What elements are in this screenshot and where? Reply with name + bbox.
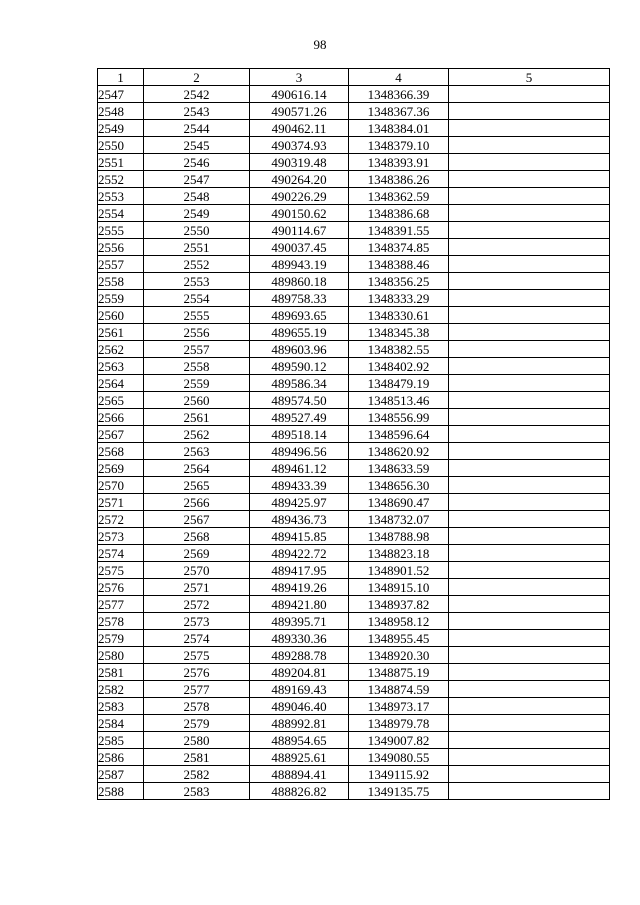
table-row — [98, 358, 610, 375]
cell-point-number: 2582 — [98, 681, 144, 698]
cell-y-coordinate: 1348656.30 — [349, 477, 449, 494]
cell-y-coordinate: 1348374.85 — [349, 239, 449, 256]
cell-y-coordinate: 1348875.19 — [349, 664, 449, 681]
cell-note — [449, 511, 610, 528]
cell-vertex-number: 2548 — [144, 188, 250, 205]
cell-x-coordinate: 489288.78 — [250, 647, 349, 664]
cell-y-coordinate: 1348874.59 — [349, 681, 449, 698]
table-row — [98, 460, 610, 477]
cell-note — [449, 222, 610, 239]
cell-note — [449, 256, 610, 273]
table-row — [98, 392, 610, 409]
cell-x-coordinate: 489425.97 — [250, 494, 349, 511]
cell-x-coordinate: 489046.40 — [250, 698, 349, 715]
column-header-4: 4 — [349, 69, 449, 86]
cell-y-coordinate: 1348379.10 — [349, 137, 449, 154]
cell-point-number: 2563 — [98, 358, 144, 375]
cell-point-number: 2557 — [98, 256, 144, 273]
table-row — [98, 171, 610, 188]
cell-point-number: 2570 — [98, 477, 144, 494]
cell-x-coordinate: 490319.48 — [250, 154, 349, 171]
cell-y-coordinate: 1348973.17 — [349, 698, 449, 715]
cell-note — [449, 477, 610, 494]
cell-vertex-number: 2557 — [144, 341, 250, 358]
table-row — [98, 103, 610, 120]
cell-note — [449, 460, 610, 477]
cell-y-coordinate: 1348345.38 — [349, 324, 449, 341]
cell-vertex-number: 2549 — [144, 205, 250, 222]
cell-note — [449, 528, 610, 545]
cell-vertex-number: 2562 — [144, 426, 250, 443]
cell-x-coordinate: 489330.36 — [250, 630, 349, 647]
cell-point-number: 2567 — [98, 426, 144, 443]
cell-y-coordinate: 1348386.68 — [349, 205, 449, 222]
cell-y-coordinate: 1348788.98 — [349, 528, 449, 545]
cell-note — [449, 681, 610, 698]
table-row — [98, 749, 610, 766]
cell-note — [449, 579, 610, 596]
table-row — [98, 290, 610, 307]
cell-note — [449, 647, 610, 664]
table-row — [98, 647, 610, 664]
cell-point-number: 2569 — [98, 460, 144, 477]
cell-note — [449, 613, 610, 630]
cell-vertex-number: 2568 — [144, 528, 250, 545]
table-row — [98, 579, 610, 596]
cell-y-coordinate: 1349115.92 — [349, 766, 449, 783]
cell-vertex-number: 2566 — [144, 494, 250, 511]
cell-note — [449, 783, 610, 800]
cell-y-coordinate: 1348333.29 — [349, 290, 449, 307]
cell-point-number: 2574 — [98, 545, 144, 562]
table-row — [98, 341, 610, 358]
table-row — [98, 324, 610, 341]
cell-x-coordinate: 489860.18 — [250, 273, 349, 290]
table-row — [98, 307, 610, 324]
table-row — [98, 273, 610, 290]
table-row — [98, 222, 610, 239]
cell-vertex-number: 2580 — [144, 732, 250, 749]
table-row — [98, 630, 610, 647]
cell-x-coordinate: 489395.71 — [250, 613, 349, 630]
table-row — [98, 188, 610, 205]
cell-y-coordinate: 1348388.46 — [349, 256, 449, 273]
cell-vertex-number: 2561 — [144, 409, 250, 426]
table-row — [98, 766, 610, 783]
cell-x-coordinate: 489169.43 — [250, 681, 349, 698]
cell-y-coordinate: 1348391.55 — [349, 222, 449, 239]
cell-note — [449, 545, 610, 562]
table-row — [98, 239, 610, 256]
cell-x-coordinate: 490462.11 — [250, 120, 349, 137]
cell-x-coordinate: 489421.80 — [250, 596, 349, 613]
table-row — [98, 137, 610, 154]
table-row — [98, 409, 610, 426]
cell-point-number: 2562 — [98, 341, 144, 358]
table-row — [98, 562, 610, 579]
table-row — [98, 477, 610, 494]
cell-point-number: 2556 — [98, 239, 144, 256]
cell-point-number: 2580 — [98, 647, 144, 664]
cell-x-coordinate: 489419.26 — [250, 579, 349, 596]
cell-y-coordinate: 1348513.46 — [349, 392, 449, 409]
cell-note — [449, 205, 610, 222]
cell-point-number: 2560 — [98, 307, 144, 324]
cell-note — [449, 664, 610, 681]
cell-vertex-number: 2543 — [144, 103, 250, 120]
cell-vertex-number: 2571 — [144, 579, 250, 596]
cell-vertex-number: 2560 — [144, 392, 250, 409]
cell-point-number: 2577 — [98, 596, 144, 613]
cell-vertex-number: 2565 — [144, 477, 250, 494]
cell-note — [449, 171, 610, 188]
table-row — [98, 426, 610, 443]
cell-y-coordinate: 1348596.64 — [349, 426, 449, 443]
cell-note — [449, 443, 610, 460]
cell-vertex-number: 2546 — [144, 154, 250, 171]
cell-y-coordinate: 1348362.59 — [349, 188, 449, 205]
cell-point-number: 2583 — [98, 698, 144, 715]
cell-note — [449, 239, 610, 256]
table-row — [98, 154, 610, 171]
cell-point-number: 2555 — [98, 222, 144, 239]
cell-point-number: 2554 — [98, 205, 144, 222]
cell-vertex-number: 2583 — [144, 783, 250, 800]
cell-vertex-number: 2570 — [144, 562, 250, 579]
table-row — [98, 613, 610, 630]
table-row — [98, 443, 610, 460]
cell-vertex-number: 2575 — [144, 647, 250, 664]
cell-x-coordinate: 489758.33 — [250, 290, 349, 307]
cell-x-coordinate: 488826.82 — [250, 783, 349, 800]
cell-point-number: 2586 — [98, 749, 144, 766]
cell-note — [449, 358, 610, 375]
cell-y-coordinate: 1349080.55 — [349, 749, 449, 766]
table-row — [98, 732, 610, 749]
cell-vertex-number: 2564 — [144, 460, 250, 477]
cell-note — [449, 698, 610, 715]
cell-vertex-number: 2558 — [144, 358, 250, 375]
table-row — [98, 120, 610, 137]
cell-x-coordinate: 489693.65 — [250, 307, 349, 324]
cell-point-number: 2576 — [98, 579, 144, 596]
cell-vertex-number: 2554 — [144, 290, 250, 307]
cell-point-number: 2568 — [98, 443, 144, 460]
cell-note — [449, 766, 610, 783]
cell-note — [449, 630, 610, 647]
cell-y-coordinate: 1348937.82 — [349, 596, 449, 613]
cell-y-coordinate: 1348920.30 — [349, 647, 449, 664]
cell-vertex-number: 2574 — [144, 630, 250, 647]
cell-vertex-number: 2567 — [144, 511, 250, 528]
cell-vertex-number: 2542 — [144, 86, 250, 103]
cell-note — [449, 120, 610, 137]
cell-point-number: 2585 — [98, 732, 144, 749]
cell-y-coordinate: 1348901.52 — [349, 562, 449, 579]
cell-y-coordinate: 1348402.92 — [349, 358, 449, 375]
cell-note — [449, 103, 610, 120]
cell-note — [449, 307, 610, 324]
cell-x-coordinate: 490150.62 — [250, 205, 349, 222]
cell-x-coordinate: 490264.20 — [250, 171, 349, 188]
cell-vertex-number: 2578 — [144, 698, 250, 715]
table-row — [98, 375, 610, 392]
cell-x-coordinate: 489527.49 — [250, 409, 349, 426]
cell-vertex-number: 2577 — [144, 681, 250, 698]
cell-vertex-number: 2552 — [144, 256, 250, 273]
cell-note — [449, 188, 610, 205]
table-row — [98, 205, 610, 222]
cell-y-coordinate: 1348823.18 — [349, 545, 449, 562]
cell-point-number: 2564 — [98, 375, 144, 392]
cell-x-coordinate: 490571.26 — [250, 103, 349, 120]
cell-point-number: 2558 — [98, 273, 144, 290]
cell-x-coordinate: 489496.56 — [250, 443, 349, 460]
cell-point-number: 2571 — [98, 494, 144, 511]
cell-vertex-number: 2559 — [144, 375, 250, 392]
cell-note — [449, 290, 610, 307]
cell-y-coordinate: 1348633.59 — [349, 460, 449, 477]
cell-x-coordinate: 489461.12 — [250, 460, 349, 477]
cell-note — [449, 273, 610, 290]
cell-x-coordinate: 489574.50 — [250, 392, 349, 409]
cell-x-coordinate: 489415.85 — [250, 528, 349, 545]
cell-point-number: 2581 — [98, 664, 144, 681]
cell-vertex-number: 2572 — [144, 596, 250, 613]
cell-y-coordinate: 1348367.36 — [349, 103, 449, 120]
cell-point-number: 2578 — [98, 613, 144, 630]
coordinates-table — [97, 68, 610, 800]
cell-vertex-number: 2581 — [144, 749, 250, 766]
cell-x-coordinate: 489422.72 — [250, 545, 349, 562]
cell-y-coordinate: 1348382.55 — [349, 341, 449, 358]
cell-y-coordinate: 1348958.12 — [349, 613, 449, 630]
cell-x-coordinate: 488894.41 — [250, 766, 349, 783]
cell-note — [449, 494, 610, 511]
cell-y-coordinate: 1348366.39 — [349, 86, 449, 103]
cell-point-number: 2547 — [98, 86, 144, 103]
cell-note — [449, 392, 610, 409]
column-header-3: 3 — [250, 69, 349, 86]
cell-point-number: 2550 — [98, 137, 144, 154]
cell-note — [449, 375, 610, 392]
table-row — [98, 596, 610, 613]
cell-x-coordinate: 489204.81 — [250, 664, 349, 681]
cell-vertex-number: 2553 — [144, 273, 250, 290]
cell-note — [449, 154, 610, 171]
table-row — [98, 715, 610, 732]
cell-x-coordinate: 490037.45 — [250, 239, 349, 256]
cell-x-coordinate: 490616.14 — [250, 86, 349, 103]
cell-x-coordinate: 489655.19 — [250, 324, 349, 341]
table-row — [98, 545, 610, 562]
cell-point-number: 2566 — [98, 409, 144, 426]
cell-x-coordinate: 490114.67 — [250, 222, 349, 239]
table-body — [98, 86, 610, 800]
column-header-1: 1 — [98, 69, 144, 86]
cell-x-coordinate: 488954.65 — [250, 732, 349, 749]
cell-vertex-number: 2544 — [144, 120, 250, 137]
cell-y-coordinate: 1348384.01 — [349, 120, 449, 137]
cell-vertex-number: 2563 — [144, 443, 250, 460]
cell-note — [449, 86, 610, 103]
cell-point-number: 2584 — [98, 715, 144, 732]
cell-x-coordinate: 489433.39 — [250, 477, 349, 494]
cell-x-coordinate: 489436.73 — [250, 511, 349, 528]
cell-x-coordinate: 490226.29 — [250, 188, 349, 205]
cell-y-coordinate: 1349007.82 — [349, 732, 449, 749]
table-row — [98, 783, 610, 800]
cell-vertex-number: 2547 — [144, 171, 250, 188]
cell-note — [449, 715, 610, 732]
cell-x-coordinate: 489943.19 — [250, 256, 349, 273]
table-row — [98, 494, 610, 511]
cell-y-coordinate: 1349135.75 — [349, 783, 449, 800]
cell-point-number: 2579 — [98, 630, 144, 647]
table-header-row — [98, 69, 610, 86]
cell-note — [449, 562, 610, 579]
column-header-5: 5 — [449, 69, 610, 86]
cell-y-coordinate: 1348979.78 — [349, 715, 449, 732]
cell-vertex-number: 2582 — [144, 766, 250, 783]
cell-y-coordinate: 1348393.91 — [349, 154, 449, 171]
cell-x-coordinate: 490374.93 — [250, 137, 349, 154]
cell-note — [449, 409, 610, 426]
cell-x-coordinate: 489590.12 — [250, 358, 349, 375]
table-row — [98, 86, 610, 103]
cell-vertex-number: 2576 — [144, 664, 250, 681]
cell-note — [449, 732, 610, 749]
cell-point-number: 2551 — [98, 154, 144, 171]
cell-y-coordinate: 1348386.26 — [349, 171, 449, 188]
cell-point-number: 2549 — [98, 120, 144, 137]
cell-vertex-number: 2579 — [144, 715, 250, 732]
cell-vertex-number: 2550 — [144, 222, 250, 239]
cell-vertex-number: 2569 — [144, 545, 250, 562]
cell-vertex-number: 2545 — [144, 137, 250, 154]
cell-vertex-number: 2555 — [144, 307, 250, 324]
cell-point-number: 2552 — [98, 171, 144, 188]
cell-note — [449, 137, 610, 154]
cell-point-number: 2565 — [98, 392, 144, 409]
table-row — [98, 511, 610, 528]
cell-point-number: 2575 — [98, 562, 144, 579]
cell-x-coordinate: 488992.81 — [250, 715, 349, 732]
cell-x-coordinate: 489417.95 — [250, 562, 349, 579]
cell-y-coordinate: 1348732.07 — [349, 511, 449, 528]
table-row — [98, 256, 610, 273]
cell-point-number: 2559 — [98, 290, 144, 307]
cell-y-coordinate: 1348479.19 — [349, 375, 449, 392]
page-number: 98 — [313, 37, 327, 52]
table-row — [98, 528, 610, 545]
cell-note — [449, 749, 610, 766]
cell-y-coordinate: 1348556.99 — [349, 409, 449, 426]
cell-y-coordinate: 1348330.61 — [349, 307, 449, 324]
cell-point-number: 2588 — [98, 783, 144, 800]
table-row — [98, 681, 610, 698]
cell-x-coordinate: 489586.34 — [250, 375, 349, 392]
cell-point-number: 2587 — [98, 766, 144, 783]
cell-note — [449, 426, 610, 443]
cell-y-coordinate: 1348955.45 — [349, 630, 449, 647]
cell-point-number: 2548 — [98, 103, 144, 120]
cell-x-coordinate: 488925.61 — [250, 749, 349, 766]
cell-y-coordinate: 1348915.10 — [349, 579, 449, 596]
cell-point-number: 2561 — [98, 324, 144, 341]
cell-vertex-number: 2551 — [144, 239, 250, 256]
cell-x-coordinate: 489518.14 — [250, 426, 349, 443]
cell-x-coordinate: 489603.96 — [250, 341, 349, 358]
cell-note — [449, 341, 610, 358]
cell-note — [449, 596, 610, 613]
cell-y-coordinate: 1348690.47 — [349, 494, 449, 511]
cell-y-coordinate: 1348356.25 — [349, 273, 449, 290]
table-row — [98, 664, 610, 681]
cell-y-coordinate: 1348620.92 — [349, 443, 449, 460]
column-header-2: 2 — [144, 69, 250, 86]
cell-vertex-number: 2573 — [144, 613, 250, 630]
cell-note — [449, 324, 610, 341]
cell-point-number: 2572 — [98, 511, 144, 528]
table-row — [98, 698, 610, 715]
cell-point-number: 2553 — [98, 188, 144, 205]
cell-point-number: 2573 — [98, 528, 144, 545]
cell-vertex-number: 2556 — [144, 324, 250, 341]
